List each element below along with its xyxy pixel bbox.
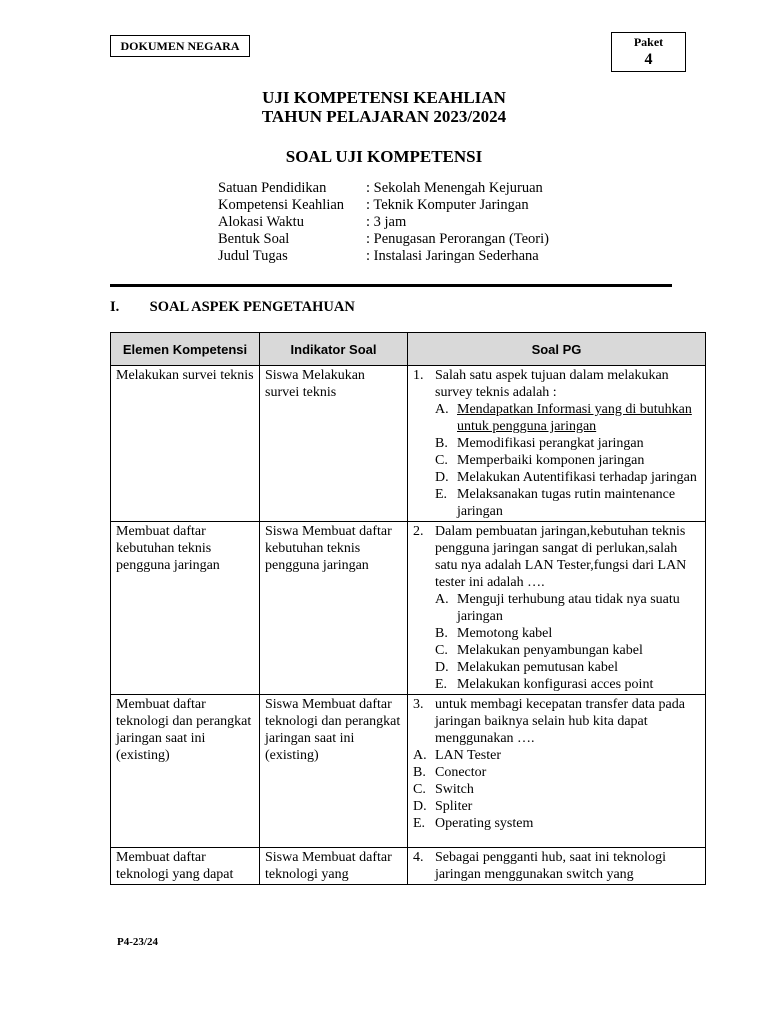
info-value: : Sekolah Menengah Kejuruan	[366, 180, 543, 196]
info-value: : Instalasi Jaringan Sederhana	[366, 248, 539, 264]
indikator-cell: Siswa Membuat daftar teknologi dan perangkat jaringan saat ini (existing)	[260, 695, 408, 848]
info-row	[218, 180, 549, 197]
info-block	[218, 180, 549, 265]
option-text: Switch	[435, 782, 474, 797]
info-value: : 3 jam	[366, 214, 407, 230]
option-letter: B.	[413, 765, 426, 780]
info-key: Satuan Pendidikan	[218, 180, 327, 196]
option-text: LAN Tester	[435, 748, 502, 763]
option-text: Melakukan konfigurasi acces point	[457, 677, 654, 692]
section-heading	[110, 299, 355, 316]
question-text: Dalam pembuatan jaringan,kebutuhan teknis pengguna jaringan sangat di perlukan,salah satu nya adalah LAN Tester,fungsi dari LAN tester ini adalah ….	[435, 524, 687, 590]
soal-cell	[408, 848, 706, 885]
elemen-cell: Membuat daftar kebutuhan teknis pengguna jaringan	[111, 522, 260, 695]
table-header-row	[111, 333, 706, 366]
info-key: Judul Tugas	[218, 248, 288, 264]
option-text: Melakukan pemutusan kabel	[457, 660, 618, 675]
option-text: Memodifikasi perangkat jaringan	[457, 436, 644, 451]
question-text: Sebagai pengganti hub, saat ini teknologi jaringan menggunakan switch yang	[435, 850, 666, 882]
header-indikator: Indikator Soal	[260, 333, 408, 366]
table-row	[111, 695, 706, 848]
question-text: Salah satu aspek tujuan dalam melakukan survey teknis adalah :	[435, 368, 669, 400]
option-letter: A.	[435, 402, 449, 417]
option-text: Memotong kabel	[457, 626, 553, 641]
question-table	[110, 332, 706, 885]
question-number: 1.	[413, 368, 424, 383]
question-number: 2.	[413, 524, 424, 539]
option-text: Mendapatkan Informasi yang di butuhkan untuk pengguna jaringan	[457, 402, 692, 434]
info-row	[218, 197, 549, 214]
table-row	[111, 848, 706, 885]
option-letter: E.	[435, 487, 448, 502]
paket-box	[611, 32, 686, 72]
option-text: Melakukan Autentifikasi terhadap jaringan	[457, 470, 697, 485]
document-label: DOKUMEN NEGARA	[110, 35, 250, 57]
option-text: Memperbaiki komponen jaringan	[457, 453, 645, 468]
option-text: Melakukan penyambungan kabel	[457, 643, 643, 658]
info-key: Bentuk Soal	[218, 231, 290, 247]
option-text: Melaksanakan tugas rutin maintenance jaringan	[457, 487, 676, 519]
option-text: Operating system	[435, 816, 534, 831]
option-letter: E.	[413, 816, 426, 831]
option-letter: B.	[435, 626, 448, 641]
paket-number: 4	[644, 51, 653, 68]
option-text: Conector	[435, 765, 487, 780]
info-key: Kompetensi Keahlian	[218, 197, 345, 213]
section-title: SOAL ASPEK PENGETAHUAN	[149, 299, 355, 315]
option-letter: C.	[413, 782, 426, 797]
indikator-cell: Siswa Membuat daftar kebutuhan teknis pengguna jaringan	[260, 522, 408, 695]
question-number: 3.	[413, 697, 424, 712]
title-line-2: TAHUN PELAJARAN 2023/2024	[261, 107, 507, 126]
soal-cell	[408, 366, 706, 522]
footer-code: P4-23/24	[117, 936, 158, 948]
soal-cell	[408, 695, 706, 848]
info-row	[218, 231, 549, 248]
option-letter: C.	[435, 643, 448, 658]
table-row	[111, 522, 706, 695]
soal-cell	[408, 522, 706, 695]
indikator-cell: Siswa Melakukan survei teknis	[260, 366, 408, 522]
option-letter: E.	[435, 677, 448, 692]
info-row	[218, 248, 549, 265]
header-elemen: Elemen Kompetensi	[111, 333, 260, 366]
option-letter: D.	[435, 660, 449, 675]
indikator-cell: Siswa Membuat daftar teknologi yang	[260, 848, 408, 885]
info-key: Alokasi Waktu	[218, 214, 304, 230]
option-letter: B.	[435, 436, 448, 451]
title-line-1: UJI KOMPETENSI KEAHLIAN	[262, 88, 506, 107]
info-value: : Penugasan Perorangan (Teori)	[366, 231, 549, 247]
question-text: untuk membagi kecepatan transfer data pada jaringan baiknya selain hub kita dapat menggunakan ….	[435, 697, 685, 746]
info-row	[218, 214, 549, 231]
header-soal: Soal PG	[408, 333, 706, 366]
horizontal-rule	[110, 284, 672, 287]
option-letter: A.	[435, 592, 449, 607]
paket-label: Paket	[633, 35, 664, 49]
question-number: 4.	[413, 850, 424, 865]
option-text: Menguji terhubung atau tidak nya suatu jaringan	[457, 592, 680, 624]
section-number: I.	[110, 299, 120, 315]
option-text: Spliter	[435, 799, 473, 814]
option-letter: D.	[435, 470, 449, 485]
elemen-cell: Membuat daftar teknologi yang dapat	[111, 848, 260, 885]
info-value: : Teknik Komputer Jaringan	[366, 197, 529, 213]
title-line-3: SOAL UJI KOMPETENSI	[285, 147, 483, 166]
elemen-cell: Membuat daftar teknologi dan perangkat jaringan saat ini (existing)	[111, 695, 260, 848]
option-letter: C.	[435, 453, 448, 468]
option-letter: D.	[413, 799, 427, 814]
elemen-cell: Melakukan survei teknis	[111, 366, 260, 522]
table-row	[111, 366, 706, 522]
option-letter: A.	[413, 748, 427, 763]
